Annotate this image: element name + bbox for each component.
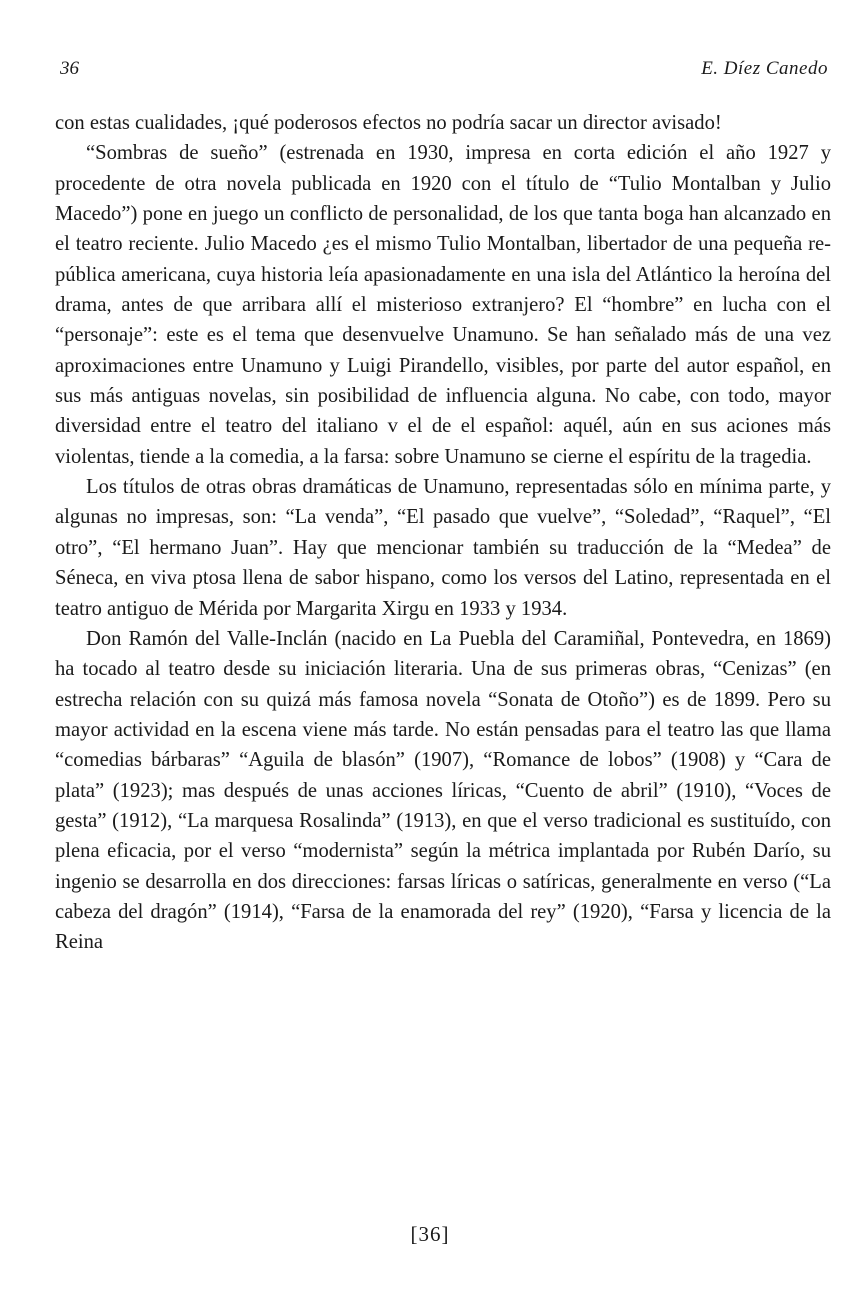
body-text (55, 108, 831, 958)
footer-page-marker: [36] (410, 1222, 450, 1246)
page-header (56, 58, 830, 88)
page-footer (0, 1222, 860, 1247)
header-page-number: 36 (60, 58, 79, 79)
paragraph: Don Ramón del Valle-Inclán (nacido en La Puebla del Caramiñal, Pontevedra, en 1869) ha tocado al teatro desde su iniciación literaria. Una de sus primeras obras, “Cenizas” (en estrecha relación con su quizá más famosa novela “Sonata de Otoño”) es de 1899. Pero su mayor actividad en la escena viene más tarde. No están pensadas para el teatro las que llama “comedias bárbaras” “Aguila de blasón” (1907), “Romance de lobos” (1908) y “Cara de plata” (1923); mas después de unas acciones líricas, “Cuento de abril” (1910), “Voces de gesta” (1912), “La marquesa Rosalinda” (1913), en que el verso tradicional es sustituído, con plena eficacia, por el verso “modernista” según la métrica implantada por Rubén Darío, su ingenio se desarrolla en dos direcciones: farsas líricas o satíricas, generalmente en verso (“La cabeza del dragón” (1914), “Farsa de la enamorada del rey” (1920), “Farsa y licencia de la Reina (55, 627, 831, 954)
paragraph: con estas cualidades, ¡qué poderosos efectos no podría sacar un director avisado! (55, 112, 722, 134)
running-head: E. Díez Canedo (701, 58, 828, 79)
paragraph: Los títulos de otras obras dramáticas de Unamuno, representadas sólo en mínima parte, y algunas no impresas, son: “La venda”, “El pasado que vuelve”, “Soledad”, “Raquel”, “El otro”, “El hermano Juan”. Hay que mencionar también su traducción de la “Medea” de Séneca, en viva ptosa llena de sabor hispano, como los versos del Latino, representada en el teatro antiguo de Mérida por Margarita Xirgu en 1933 y 1934. (55, 476, 831, 620)
paragraph: “Sombras de sueño” (estrenada en 1930, impresa en corta edición el año 1927 y procedente de otra novela publicada en 1920 con el título de “Tulio Montalban y Julio Macedo”) pone en juego un conflicto de personalidad, de los que tanta boga han alcanzado en el teatro reciente. Julio Macedo ¿es el mismo Tulio Montalban, libertador de una pequeña república americana, cuya historia leía apasionadamente en una isla del Atlántico la heroína del drama, antes de que arribara allí el misterioso extranjero? El “hombre” en lucha con el “personaje”: este es el tema que desenvuelve Unamuno. Se han señalado más de una vez aproximaciones entre Unamuno y Luigi Pirandello, visibles, por parte del autor español, en sus más antiguas novelas, sin posibilidad de influencia alguna. No cabe, con todo, mayor diversidad entre el teatro del italiano v el de el español: aquél, aún en sus aciones más violentas, tiende a la comedia, a la farsa: sobre Unamuno se cierne el espíritu de la tragedia. (55, 142, 831, 468)
